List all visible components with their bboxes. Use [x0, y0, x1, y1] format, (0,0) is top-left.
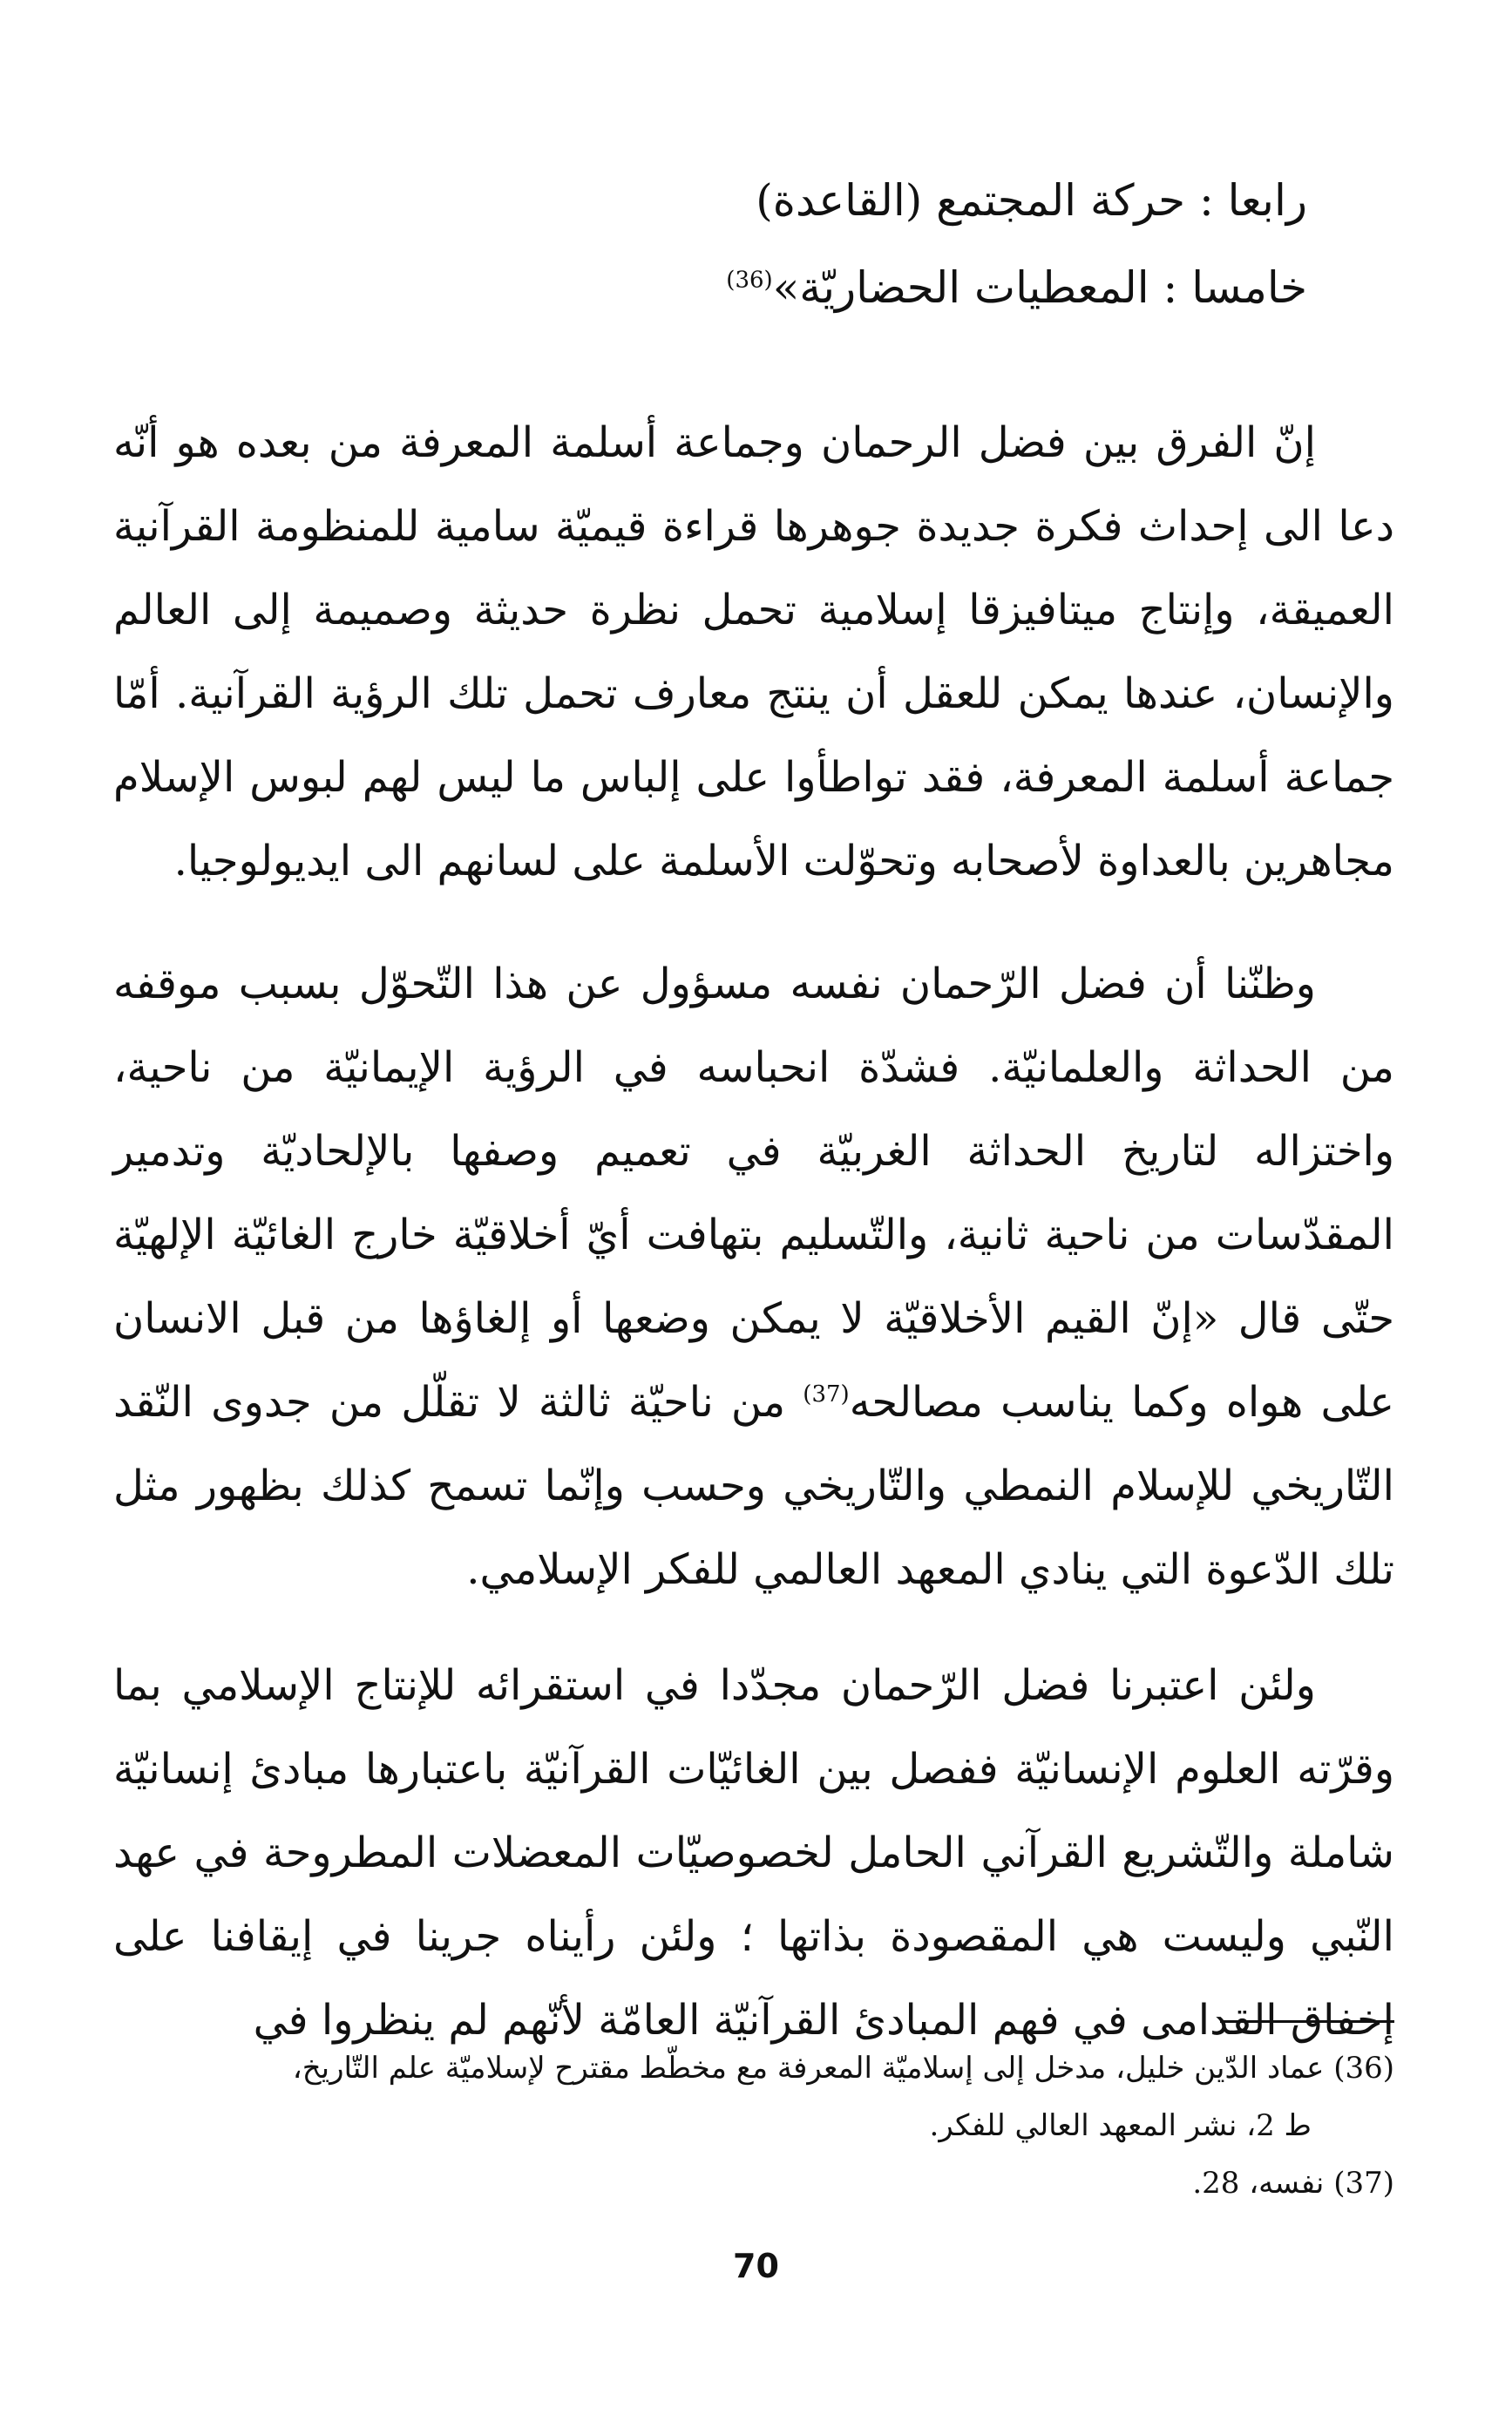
footnote-ref-36: (36) [726, 267, 773, 294]
paragraph-1: إنّ الفرق بين فضل الرحمان وجماعة أسلمة المعرفة من بعده هو أنّه دعا الى إحداث فكرة جديدة جوهرها قراءة قيميّة سامية للمنظومة القرآنية العميقة، وإنتاج ميتافيزقا إسلامية تحمل نظرة حديثة وصميمة إلى العالم والإنسان، عندها يمكن للعقل أن ينتج معارف تحمل تلك الرؤية القرآنية. أمّا جماعة أسلمة المعرفة، فقد تواطأوا على إلباس ما ليس لهم لبوس الإسلام مجاهرين بالعداوة لأصحابه وتحوّلت الأسلمة على لسانهم الى ايديولوجيا. [113, 418, 1394, 885]
paragraph-2 [113, 942, 1394, 1611]
footnote-37: (37) نفسه، 28. [1192, 2166, 1394, 2201]
footnote-ref-37: (37) [803, 1381, 850, 1408]
paragraph-2-text-a: وظنّنا أن فضل الرّحمان نفسه مسؤول عن هذا التّحوّل بسبب موقفه من الحداثة والعلمانيّة. فشدّة انحباسه في الرؤية الإيمانيّة من ناحية، واختزاله لتاريخ الحداثة الغربيّة في تعميم وصفها بالإلحاديّة وتدمير المقدّسات من ناحية ثانية، والتّسليم بتهافت أيّ أخلاقيّة خارج الغائيّة الإلهيّة حتّى قال «إنّ القيم الأخلاقيّة لا يمكن وضعها أو إلغاؤها من قبل الانسان على هواه وكما يناسب مصالحه [113, 960, 1394, 1427]
section-heading-fifth-text: خامسا : المعطيات الحضاريّة» [772, 262, 1307, 313]
section-heading-fifth [523, 261, 1307, 314]
section-heading-fourth: رابعا : حركة المجتمع (القاعدة) [756, 175, 1307, 226]
footnotes [113, 2039, 1394, 2212]
paragraph-3: ولئن اعتبرنا فضل الرّحمان مجدّدا في استقرائه للإنتاج الإسلامي بما وقرّته العلوم الإنسانيّة ففصل بين الغائيّات القرآنيّة باعتبارها مبادئ إنسانيّة شاملة والتّشريع القرآني الحامل لخصوصيّات المعضلات المطروحة في عهد النّبي وليست هي المقصودة بذاتها ؛ ولئن رأيناه جرينا في إيقافنا على إخفاق القدامى في فهم المبادئ القرآنيّة العامّة لأنّهم لم ينظروا في [113, 1661, 1394, 2045]
footnote-36: (36) عماد الدّين خليل، مدخل إلى إسلاميّة المعرفة مع مخطّط مقترح لإسلاميّة علم التّاريخ، [292, 2051, 1394, 2086]
footnote-36-continuation: ط 2، نشر المعهد العالي للفكر. [929, 2108, 1312, 2143]
footnote-separator [1220, 2020, 1394, 2023]
paragraph-2-text-b: من ناحيّة ثالثة لا تقلّل من جدوى النّقد التّاريخي للإسلام النمطي والتّاريخي وحسب وإنّما تسمح كذلك بظهور مثل تلك الدّعوة التي ينادي المعهد العالمي للفكر الإسلامي. [113, 1378, 1394, 1594]
page-number: 70 [733, 2247, 779, 2285]
